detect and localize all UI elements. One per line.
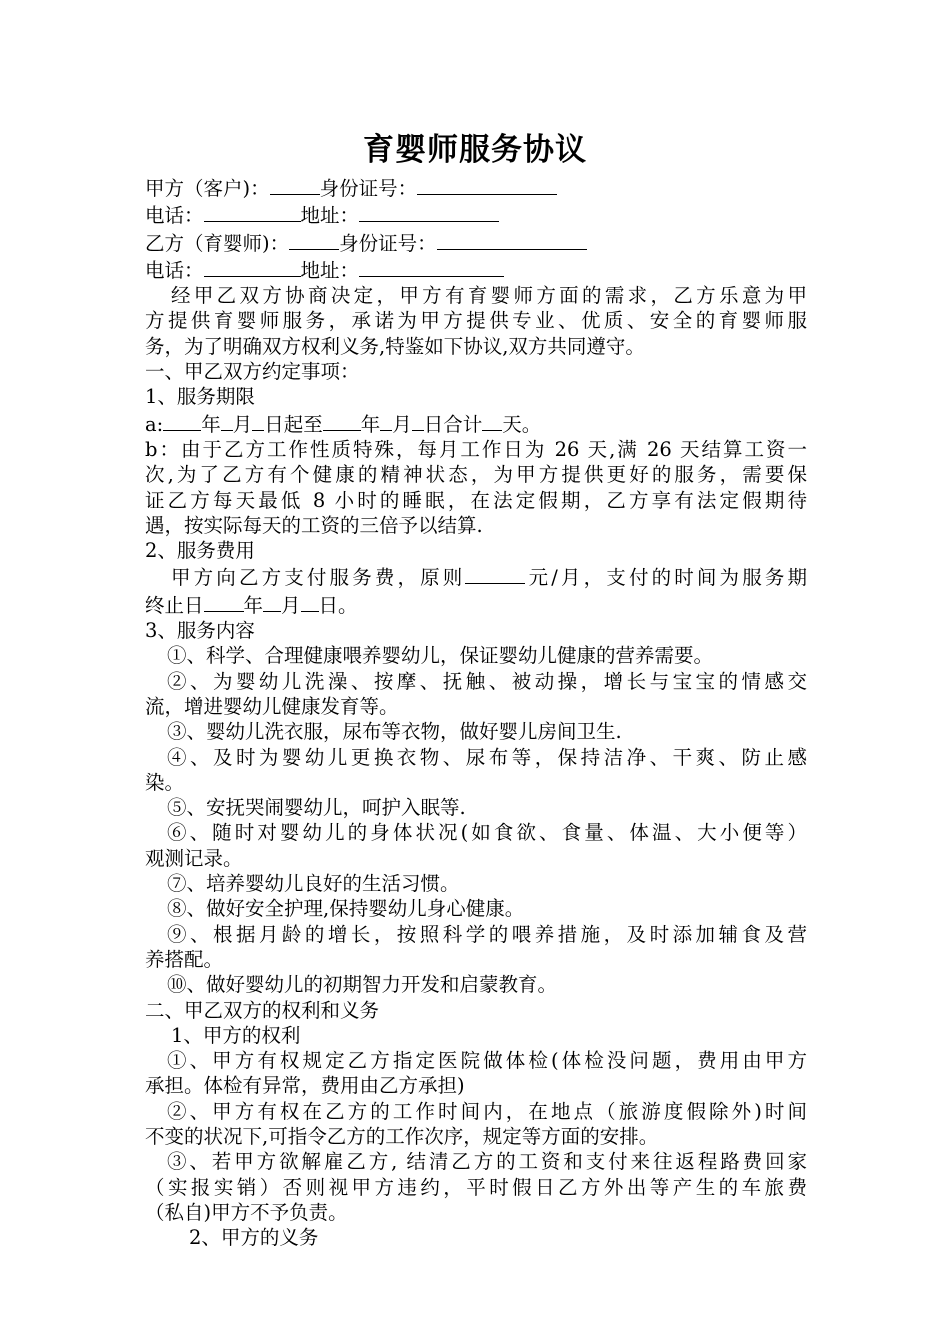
term-text: 年 bbox=[360, 412, 381, 436]
term-text: 年 bbox=[201, 412, 221, 436]
fee-month-blank bbox=[263, 591, 281, 612]
party-a-label: 甲方（客户)： bbox=[145, 177, 270, 200]
total-days-blank bbox=[482, 410, 502, 431]
fee-year-blank bbox=[204, 591, 244, 612]
term-text: 月 bbox=[232, 412, 253, 436]
rights-item-cont: 承担。体检有异常，费用由乙方承担) bbox=[145, 1074, 465, 1098]
intro-line: 经甲乙双方协商决定，甲方有育婴师方面的需求，乙方乐意为甲 bbox=[171, 284, 807, 308]
party-b-id-label: 身份证号： bbox=[339, 231, 437, 255]
service-item: ⑥、随时对婴幼儿的身体状况(如食欲、食量、体温、大小便等） bbox=[167, 821, 807, 845]
end-day-blank bbox=[412, 410, 424, 431]
party-a-line bbox=[145, 174, 807, 201]
subsection-heading: 2、甲方的义务 bbox=[189, 1226, 319, 1250]
rights-item: ③、若甲方欲解雇乙方, 结清乙方的工资和支付来往返程路费回家 bbox=[167, 1150, 807, 1174]
service-item: ①、科学、合理健康喂养婴幼儿，保证婴幼儿健康的营养需要。 bbox=[167, 644, 714, 668]
start-month-blank bbox=[221, 410, 233, 431]
fee-line bbox=[145, 591, 807, 618]
service-item: ③、婴幼儿洗衣服，尿布等衣物，做好婴儿房间卫生. bbox=[167, 720, 622, 744]
fee-text: 年 bbox=[243, 593, 264, 617]
rights-item-cont: 不变的状况下,可指令乙方的工作次序，规定等方面的安排。 bbox=[145, 1124, 659, 1148]
fee-line bbox=[145, 563, 807, 590]
end-month-blank bbox=[380, 410, 392, 431]
rights-item-cont: （私自)甲方不予负责。 bbox=[145, 1200, 348, 1224]
service-item-cont: 观测记录。 bbox=[145, 846, 243, 870]
section-heading: 二、甲乙双方的权利和义务 bbox=[145, 998, 380, 1022]
party-b-address-blank bbox=[359, 256, 504, 277]
service-item-cont: 流，增进婴幼儿健康发育等。 bbox=[145, 694, 399, 718]
term-b-line: 证乙方每天最低 8 小时的睡眠，在法定假期，乙方享有法定假期待 bbox=[145, 488, 807, 512]
party-a-phone-blank bbox=[204, 201, 301, 222]
party-b-phone-blank bbox=[204, 256, 301, 277]
fee-day-blank bbox=[301, 591, 319, 612]
fee-text: 日。 bbox=[318, 593, 358, 617]
start-day-blank bbox=[252, 410, 264, 431]
service-item-cont: 染。 bbox=[145, 770, 185, 794]
service-item: ⑦、培养婴幼儿良好的生活习惯。 bbox=[167, 872, 460, 896]
document-title: 育婴师服务协议 bbox=[363, 132, 587, 168]
party-a-contact-line bbox=[145, 201, 807, 228]
service-item: ⑤、安抚哭闹婴幼儿，呵护入眠等. bbox=[167, 796, 466, 820]
service-item-cont: 养搭配。 bbox=[145, 947, 224, 971]
service-item: ⑨、根据月龄的增长，按照科学的喂养措施，及时添加辅食及营 bbox=[167, 922, 807, 946]
service-item: ⑧、做好安全护理,保持婴幼儿身心健康。 bbox=[167, 897, 525, 921]
party-b-label: 乙方（育婴师)： bbox=[145, 231, 290, 255]
party-a-name-blank bbox=[270, 174, 320, 195]
rights-item: ②、甲方有权在乙方的工作时间内，在地点（旅游度假除外)时间 bbox=[167, 1099, 807, 1123]
party-a-phone-label: 电话： bbox=[145, 204, 204, 228]
subsection-heading: 1、甲方的权利 bbox=[171, 1023, 301, 1047]
party-b-address-label: 地址： bbox=[300, 258, 360, 282]
party-b-name-blank bbox=[289, 229, 339, 250]
party-a-id-label: 身份证号： bbox=[319, 177, 418, 200]
party-a-id-blank bbox=[417, 174, 557, 195]
rights-item-cont: （实报实销）否则视甲方违约，平时假日乙方外出等产生的车旅费 bbox=[145, 1175, 807, 1199]
intro-line: 务，为了明确双方权利义务,特鉴如下协议,双方共同遵守。 bbox=[145, 334, 645, 358]
party-a-address-label: 地址： bbox=[300, 204, 360, 228]
fee-amount-blank bbox=[465, 563, 525, 584]
term-text: 月 bbox=[392, 412, 412, 436]
party-b-id-blank bbox=[437, 229, 587, 250]
party-b-contact-line bbox=[145, 256, 807, 283]
service-item: ②、为婴幼儿洗澡、按摩、抚触、被动操，增长与宝宝的情感交 bbox=[167, 669, 807, 693]
start-year-blank bbox=[163, 410, 201, 431]
document-body bbox=[145, 174, 807, 1250]
section-heading: 一、甲乙双方约定事项： bbox=[145, 360, 360, 384]
intro-line: 方提供育婴师服务，承诺为甲方提供专业、优质、安全的育婴师服 bbox=[145, 309, 807, 333]
party-b-line bbox=[145, 229, 807, 256]
end-year-blank bbox=[323, 410, 361, 431]
term-a-line bbox=[145, 410, 807, 437]
term-text: 日合计 bbox=[423, 412, 483, 436]
term-text: 日起至 bbox=[264, 412, 323, 436]
term-b-line: 遇，按实际每天的工资的三倍予以结算. bbox=[145, 513, 483, 537]
party-b-phone-label: 电话： bbox=[145, 258, 204, 282]
fee-text: 元/月，支付的时间为服务期 bbox=[525, 566, 807, 590]
fee-text: 月 bbox=[281, 593, 301, 617]
rights-item: ①、甲方有权规定乙方指定医院做体检(体检没问题，费用由甲方 bbox=[167, 1049, 807, 1073]
term-a-prefix: a: bbox=[145, 412, 164, 436]
subsection-heading: 3、服务内容 bbox=[145, 619, 255, 643]
service-item: ⑩、做好婴幼儿的初期智力开发和启蒙教育。 bbox=[167, 973, 558, 997]
term-b-line: b：由于乙方工作性质特殊，每月工作日为 26 天,满 26 天结算工资一 bbox=[145, 437, 807, 461]
fee-text: 终止日 bbox=[145, 593, 204, 617]
fee-text: 甲方向乙方支付服务费，原则 bbox=[171, 566, 466, 590]
term-b-line: 次,为了乙方有个健康的精神状态，为甲方提供更好的服务，需要保 bbox=[145, 463, 807, 487]
service-item: ④、及时为婴幼儿更换衣物、尿布等，保持洁净、干爽、防止感 bbox=[167, 745, 807, 769]
term-text: 天。 bbox=[502, 412, 542, 436]
subsection-heading: 1、服务期限 bbox=[145, 385, 255, 409]
subsection-heading: 2、服务费用 bbox=[145, 539, 255, 563]
party-a-address-blank bbox=[359, 201, 499, 222]
